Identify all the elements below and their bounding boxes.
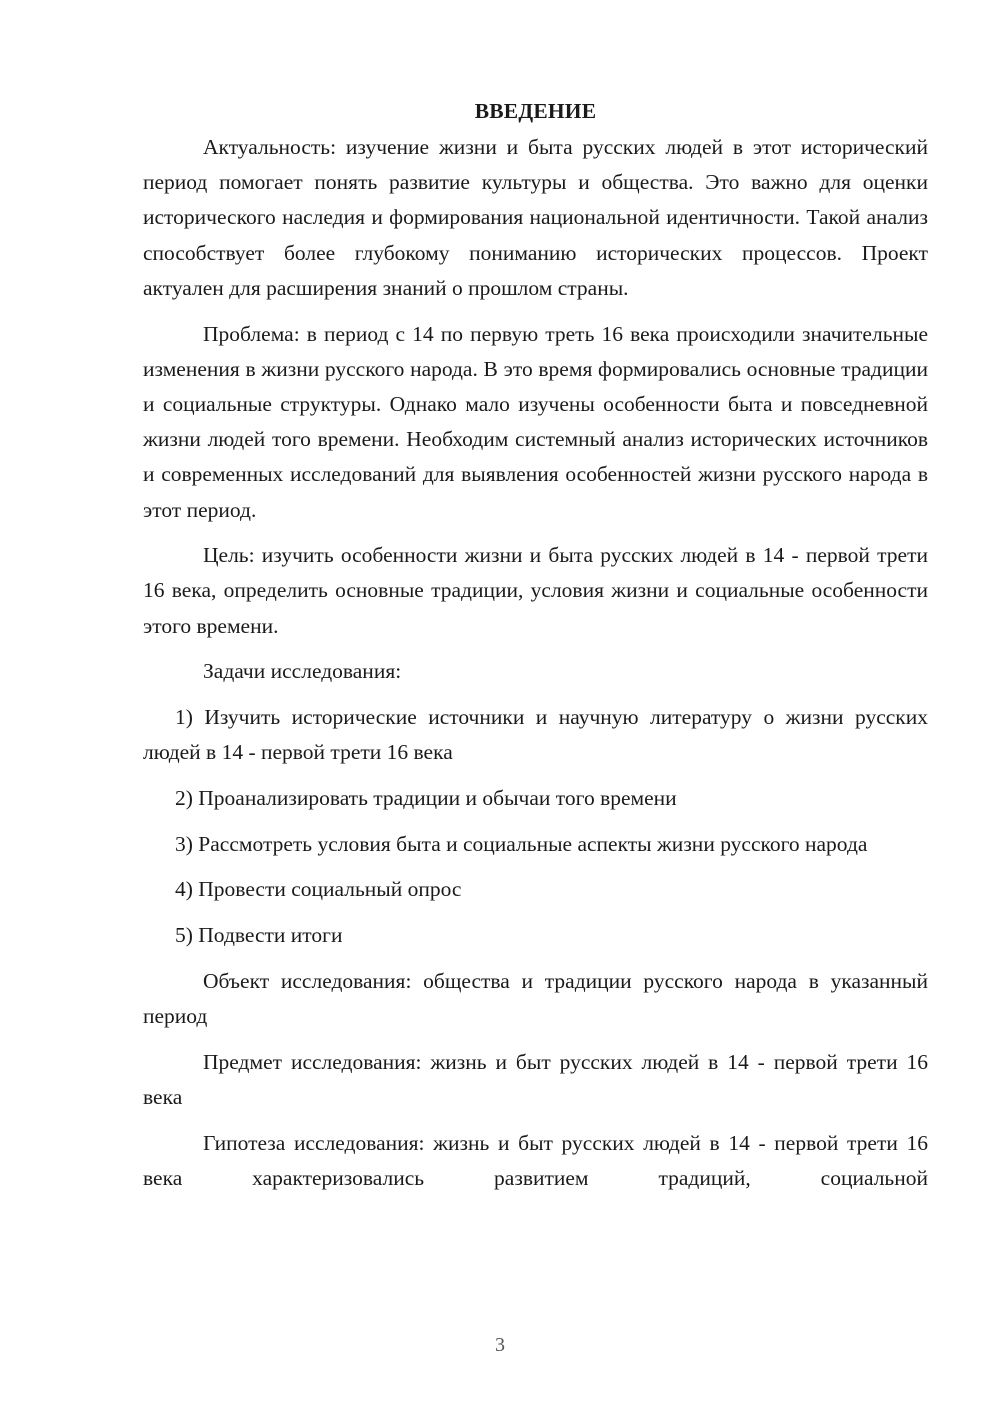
task-item-3: 3) Рассмотреть условия быта и социальные аспекты жизни русского народа [175, 831, 868, 856]
document-page [143, 96, 928, 1206]
paragraph-relevance: Актуальность: изучение жизни и быта русских людей в этот исторический период помогает понять развитие культуры и общества. Это важно для оценки исторического наследия и формирования национальной идентичности. Такой анализ способствует более глубокому пониманию исторических процессов. Проект актуален для расширения знаний о прошлом страны. [143, 135, 928, 300]
task-item-4: 4) Провести социальный опрос [175, 877, 462, 902]
paragraph-object: Объект исследования: общества и традиции русского народа в указанный период [143, 968, 928, 1028]
task-item-5: 5) Подвести итоги [175, 923, 343, 948]
paragraph-tasks-heading: Задачи исследования: [203, 659, 402, 684]
page-number: 3 [495, 1334, 505, 1356]
task-item-1: 1) Изучить исторические источники и научную литературу о жизни русских людей в 14 - первой трети 16 века [143, 705, 928, 765]
paragraph-goal: Цель: изучить особенности жизни и быта русских людей в 14 - первой трети 16 века, определить основные традиции, условия жизни и социальные особенности этого времени. [143, 543, 928, 638]
paragraph-hypothesis: Гипотеза исследования: жизнь и быт русских людей в 14 - первой трети 16 века характеризовались развитием традиций, социальной [143, 1130, 928, 1190]
paragraph-problem: Проблема: в период с 14 по первую треть 16 века происходили значительные изменения в жизни русского народа. В это время формировались основные традиции и социальные структуры. Однако мало изучены особенности быта и повседневной жизни людей того времени. Необходим системный анализ исторических источников и современных исследований для выявления особенностей жизни русского народа в этот период. [143, 321, 928, 522]
section-title: ВВЕДЕНИЕ [474, 99, 597, 123]
paragraph-subject: Предмет исследования: жизнь и быт русских людей в 14 - первой трети 16 века [143, 1049, 928, 1109]
task-item-2: 2) Проанализировать традиции и обычаи того времени [175, 785, 677, 810]
